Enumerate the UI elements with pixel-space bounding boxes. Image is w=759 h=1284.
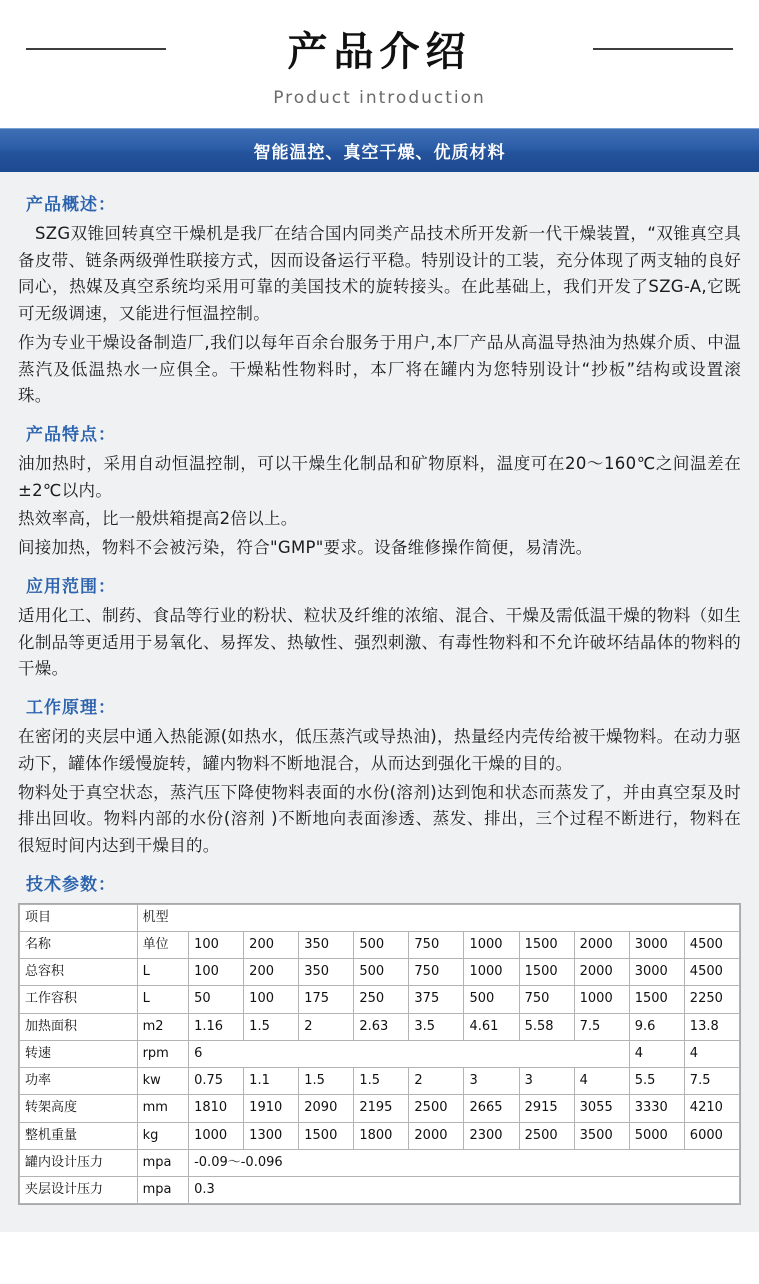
spec-cell-value: 2000 [574,959,629,986]
table-row [20,1149,740,1176]
spec-cell-value: 2915 [519,1095,574,1122]
spec-cell-value: 200 [244,931,299,958]
spec-cell-unit: mpa [137,1177,189,1204]
table-row [20,904,740,931]
features-paragraph-3: 间接加热，物料不会被污染，符合"GMP"要求。设备维修操作简便，易清洗。 [18,538,593,558]
spec-cell-value: 1000 [189,1122,244,1149]
spec-cell-label: 工作容积 [20,986,138,1013]
spec-cell-value: 1.5 [354,1068,409,1095]
spec-cell-label: 加热面积 [20,1013,138,1040]
spec-cell-label: 功率 [20,1068,138,1095]
spec-cell-value: 200 [244,959,299,986]
spec-cell-value: 7.5 [684,1068,739,1095]
spec-cell-value: 750 [409,931,464,958]
spec-cell-value: 1800 [354,1122,409,1149]
spec-cell-value: 4210 [684,1095,739,1122]
spec-cell-value: 4500 [684,959,739,986]
spec-cell-value: 3055 [574,1095,629,1122]
spec-cell-value: 1.5 [244,1013,299,1040]
table-row [20,1040,740,1067]
spec-cell-value: 1500 [519,931,574,958]
spec-table-wrap [18,903,741,1206]
applications-paragraph-1: 适用化工、制药、食品等行业的粉状、粒状及纤维的浓缩、混合、干燥及需低温干燥的物料（如生化制品等更适用于易氧化、易挥发、热敏性、强烈刺激、有毒性物料和不允许破坏结晶体的物料的干燥。 [18,605,741,679]
spec-cell-value: 3.5 [409,1013,464,1040]
header-rule-right [593,48,733,50]
spec-cell-value: 1500 [299,1122,354,1149]
section-title-features: 产品特点： [26,425,116,446]
spec-cell-value: 6000 [684,1122,739,1149]
spec-cell-value: 2250 [684,986,739,1013]
spec-cell-value: 750 [409,959,464,986]
spec-cell-value: 2195 [354,1095,409,1122]
features-paragraph-1: 油加热时，采用自动恒温控制，可以干燥生化制品和矿物原料，温度可在20～160℃之间温差在±2℃以内。 [18,454,741,500]
spec-cell-value: 4 [684,1040,739,1067]
table-row [20,1068,740,1095]
header-rule-left [26,48,166,50]
spec-cell-value: 750 [519,986,574,1013]
spec-cell-value: 3500 [574,1122,629,1149]
table-row [20,1177,740,1204]
spec-cell-value: 0.3 [189,1177,740,1204]
table-row [20,1095,740,1122]
spec-cell-value: 2090 [299,1095,354,1122]
spec-cell-value: 1300 [244,1122,299,1149]
spec-cell-value: 350 [299,959,354,986]
spec-cell-unit: rpm [137,1040,189,1067]
spec-cell-value: 2665 [464,1095,519,1122]
spec-cell-value: 1910 [244,1095,299,1122]
spec-cell-value: 4 [574,1068,629,1095]
spec-cell-label: 项目 [20,904,138,931]
spec-cell-value: 1000 [464,959,519,986]
page-header [0,0,759,128]
spec-table [19,904,740,1205]
spec-cell-value: 9.6 [629,1013,684,1040]
spec-cell-value: 5.58 [519,1013,574,1040]
spec-cell-value: 0.75 [189,1068,244,1095]
section-title-principle: 工作原理： [26,698,116,719]
spec-cell-label: 夹层设计压力 [20,1177,138,1204]
spec-cell-value: 1810 [189,1095,244,1122]
spec-cell-value: 3 [519,1068,574,1095]
spec-cell-label: 转速 [20,1040,138,1067]
spec-cell-value: 100 [189,931,244,958]
section-title-specifications: 技术参数： [26,874,116,895]
spec-cell-value: 500 [354,959,409,986]
spec-cell-label: 总容积 [20,959,138,986]
spec-cell-value: 4.61 [464,1013,519,1040]
spec-cell-value: 3000 [629,931,684,958]
spec-cell-unit: kg [137,1122,189,1149]
spec-cell-value: 2500 [519,1122,574,1149]
spec-cell-unit: kw [137,1068,189,1095]
spec-cell-value: 2.63 [354,1013,409,1040]
page-title: 产品介绍 [287,29,472,75]
spec-cell-value: 6 [189,1040,630,1067]
feature-banner [0,128,759,172]
table-row [20,1122,740,1149]
spec-cell-value: -0.09～-0.096 [189,1149,740,1176]
spec-cell-value: 100 [189,959,244,986]
spec-cell-value: 5000 [629,1122,684,1149]
spec-cell-model-header: 机型 [137,904,739,931]
spec-cell-unit: mpa [137,1149,189,1176]
spec-cell-unit: 单位 [137,931,189,958]
spec-cell-value: 2000 [409,1122,464,1149]
feature-banner-text: 智能温控、真空干燥、优质材料 [253,142,506,163]
spec-table-body [20,904,740,1204]
spec-cell-value: 5.5 [629,1068,684,1095]
principle-paragraph-1: 在密闭的夹层中通入热能源(如热水，低压蒸汽或导热油)，热量经内壳传给被干燥物料。在动力驱动下，罐体作缓慢旋转，罐内物料不断地混合，从而达到强化干燥的目的。 [18,727,741,773]
spec-cell-value: 100 [244,986,299,1013]
spec-cell-value: 2500 [409,1095,464,1122]
spec-cell-value: 2 [409,1068,464,1095]
spec-cell-value: 4 [629,1040,684,1067]
principle-paragraph-2: 物料处于真空状态，蒸汽压下降使物料表面的水份(溶剂)达到饱和状态而蒸发了，并由真空泵及时排出回收。物料内部的水份(溶剂 )不断地向表面渗透、蒸发、排出，三个过程不断进行，物料在很短时间内达到干燥目的。 [18,782,741,855]
spec-cell-value: 350 [299,931,354,958]
spec-cell-unit: mm [137,1095,189,1122]
spec-cell-value: 1000 [464,931,519,958]
spec-cell-unit: L [137,959,189,986]
spec-cell-value: 500 [464,986,519,1013]
section-title-overview: 产品概述： [26,195,116,215]
spec-cell-label: 转架高度 [20,1095,138,1122]
spec-cell-value: 375 [409,986,464,1013]
overview-paragraph-1: SZG双锥回转真空干燥机是我厂在结合国内同类产品技术所开发新一代干燥装置，“双锥真空具备皮带、链条两级弹性联接方式，因而设备运行平稳。特别设计的工装，充分体现了两支轴的良好同心，热媒及真空系统均采用可靠的美国技术的旋转接头。在此基础上，我们开发了SZG-A,它既可无级调速，又能进行恒温控制。 [18,224,741,324]
spec-cell-unit: m2 [137,1013,189,1040]
table-row [20,959,740,986]
table-row [20,1013,740,1040]
spec-cell-value: 1500 [629,986,684,1013]
table-row [20,931,740,958]
spec-cell-value: 1.1 [244,1068,299,1095]
spec-cell-value: 250 [354,986,409,1013]
spec-cell-value: 3330 [629,1095,684,1122]
spec-cell-label: 整机重量 [20,1122,138,1149]
spec-cell-value: 1.16 [189,1013,244,1040]
spec-cell-value: 3000 [629,959,684,986]
spec-cell-value: 1000 [574,986,629,1013]
spec-cell-value: 500 [354,931,409,958]
spec-cell-value: 175 [299,986,354,1013]
spec-cell-value: 7.5 [574,1013,629,1040]
overview-paragraph-2: 作为专业干燥设备制造厂,我们以每年百余台服务于用户,本厂产品从高温导热油为热媒介质、中温蒸汽及低温热水一应俱全。干燥粘性物料时，本厂将在罐内为您特别设计“抄板”结构或设置滚珠。 [18,332,741,406]
spec-cell-value: 1.5 [299,1068,354,1095]
spec-cell-label: 罐内设计压力 [20,1149,138,1176]
spec-cell-value: 2 [299,1013,354,1040]
spec-cell-value: 13.8 [684,1013,739,1040]
page-subtitle: Product introduction [273,88,486,108]
table-row [20,986,740,1013]
spec-cell-value: 50 [189,986,244,1013]
spec-cell-value: 4500 [684,931,739,958]
content-body [0,172,759,1232]
spec-cell-unit: L [137,986,189,1013]
spec-cell-label: 名称 [20,931,138,958]
section-title-applications: 应用范围： [26,576,116,597]
spec-cell-value: 1500 [519,959,574,986]
spec-cell-value: 3 [464,1068,519,1095]
spec-cell-value: 2000 [574,931,629,958]
spec-cell-value: 2300 [464,1122,519,1149]
features-paragraph-2: 热效率高，比一般烘箱提高2倍以上。 [18,509,298,529]
